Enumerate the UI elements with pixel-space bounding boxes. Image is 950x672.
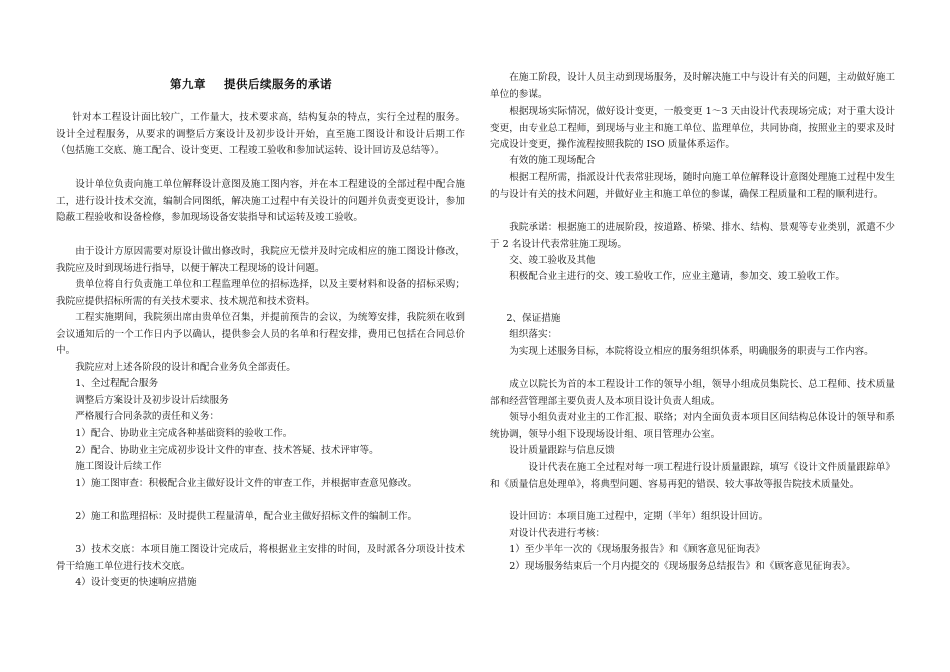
paragraph: 根据工程所需，指派设计代表常驻现场，随时向施工单位解释设计意图处理施工过程中发生的与设计有关的技术问题，并做好业主和施工单位的参谋，确保工程质量和工程的顺利进行。 bbox=[490, 172, 895, 200]
list-item: 3）技术交底：本项目施工图设计完成后，将根据业主安排的时间，及时派各分项设计技术骨干给施工单位进行技术交底。 bbox=[56, 544, 465, 572]
paragraph: 成立以院长为首的本工程设计工作的领导小组，领导小组成员集院长、总工程师、技术质量部和经营管理部主要负责人及本项目设计负责人组成。 bbox=[490, 379, 895, 407]
subsection-heading: 施工图设计后续工作 bbox=[75, 461, 162, 472]
paragraph: 设计代表在施工全过程对每一项工程进行设计质量跟踪，填写《设计文件质量跟踪单》和《质量信息处理单》，将典型问题、容易再犯的错误、较大事故等报告院技术质量处。 bbox=[490, 462, 895, 490]
paragraph: 由于设计方原因需要对原设计做出修改时，我院应无偿并及时完成相应的施工图设计修改，我院应及时到现场进行指导，以便于解决工程现场的设计问题。 bbox=[56, 246, 465, 274]
subsection-heading: 设计质量跟踪与信息反馈 bbox=[509, 445, 615, 456]
chapter-number: 第九章 bbox=[170, 77, 206, 91]
paragraph: 贵单位将自行负责施工单位和工程监理单位的招标选择，以及主要材料和设备的招标采购；我院应提供招标所需的有关技术要求、技术规范和技术资料。 bbox=[56, 279, 465, 307]
chapter-title bbox=[170, 76, 332, 92]
section-heading: 2、保证措施 bbox=[506, 313, 561, 324]
list-item: 1）配合、协助业主完成各种基础资料的验收工作。 bbox=[75, 428, 293, 439]
subsection-heading: 交、竣工验收及其他 bbox=[509, 255, 596, 266]
subsection-heading: 有效的施工现场配合 bbox=[509, 155, 596, 166]
paragraph: 严格履行合同条款的责任和义务： bbox=[75, 411, 220, 422]
list-item: 2）现场服务结束后一个月内提交的《现场服务总结报告》和《顾客意见征询表》。 bbox=[509, 561, 856, 572]
paragraph: 根据现场实际情况，做好设计变更，一般变更 1～3 天由设计代表现场完成；对于重大设计变更，由专业总工程师，到现场与业主和施工单位、监理单位，共同协商，按照业主的要求及时完成设计变更，操作流程按照我院的 ISO 质量体系运作。 bbox=[490, 106, 895, 151]
list-item: 1）施工图审查：积极配合业主做好设计文件的审查工作，并根据审查意见修改。 bbox=[75, 478, 418, 489]
list-item: 2）配合、协助业主完成初步设计文件的审查、技术答疑、技术评审等。 bbox=[75, 445, 379, 456]
list-item: 4）设计变更的快速响应措施 bbox=[75, 577, 197, 588]
chapter-heading: 提供后续服务的承诺 bbox=[224, 77, 332, 91]
paragraph: 组织落实： bbox=[509, 329, 558, 340]
list-item: 2）施工和监理招标：及时提供工程量清单，配合业主做好招标文件的编制工作。 bbox=[75, 511, 418, 522]
list-item: 1）至少半年一次的《现场服务报告》和《顾客意见征询表》 bbox=[509, 544, 765, 555]
paragraph: 在施工阶段，设计人员主动到现场服务，及时解决施工中与设计有关的问题，主动做好施工单位的参谋。 bbox=[490, 72, 895, 100]
paragraph: 为实现上述服务目标，本院将设立相应的服务组织体系，明确服务的职责与工作内容。 bbox=[509, 346, 874, 357]
paragraph: 领导小组负责对业主的工作汇报、联络；对内全面负责本项目区间结构总体设计的领导和系统协调，领导小组下设现场设计组、项目管理办公室。 bbox=[490, 412, 895, 440]
subsection-heading: 调整后方案设计及初步设计后续服务 bbox=[75, 395, 229, 406]
paragraph: 针对本工程设计面比较广，工作量大，技术要求高，结构复杂的特点，实行全过程的服务。设计全过程服务，从要求的调整后方案设计及初步设计开始，直至施工图设计和设计后期工作（包括施工交底、施工配合、设计变更、工程竣工验收和参加试运转、设计回访及总结等）。 bbox=[56, 112, 465, 157]
paragraph: 对设计代表进行考核： bbox=[509, 528, 606, 539]
paragraph: 工程实施期间，我院须出席由贵单位召集，并提前预告的会议，为统筹安排，我院须在收到会议通知后的一个工作日内予以确认，提供参会人员的名单和行程安排，费用已包括在合同总价中。 bbox=[56, 312, 465, 357]
paragraph: 积极配合业主进行的交、竣工验收工作，应业主邀请，参加交、竣工验收工作。 bbox=[509, 271, 845, 282]
paragraph: 我院承诺：根据施工的进展阶段，按道路、桥梁、排水、结构、景观等专业类别，派遣不少于 2 名设计代表常驻施工现场。 bbox=[490, 222, 895, 250]
paragraph: 设计回访：本项目施工过程中，定期（半年）组织设计回访。 bbox=[509, 511, 769, 522]
paragraph: 设计单位负责向施工单位解释设计意图及施工图内容，并在本工程建设的全部过程中配合施工，进行设计技术交流，编制合同图纸，解决施工过程中有关设计的问题并负责变更设计，参加隐蔽工程验收和设备检修，参加现场设备安装指导和试运转及竣工验收。 bbox=[56, 179, 465, 224]
paragraph: 我院应对上述各阶段的设计和配合业务负全部责任。 bbox=[75, 362, 296, 373]
section-heading: 1、全过程配合服务 bbox=[75, 378, 159, 389]
